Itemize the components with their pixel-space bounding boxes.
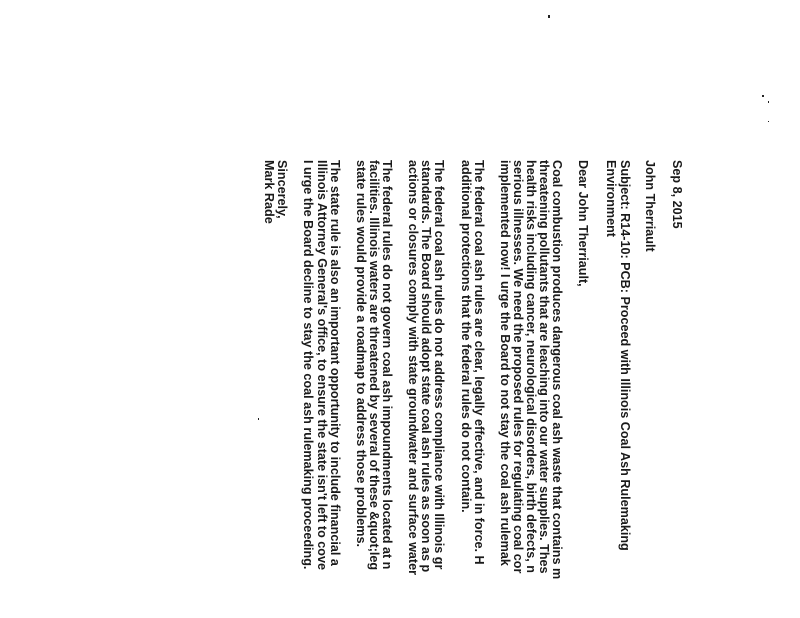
paragraph6-line: I urge the Board decline to stay the coal ash rulemaking proceeding.: [301, 160, 315, 570]
paragraph4-line: facilities. Illinois waters are threatened by several of these &quot;leg: [367, 160, 381, 571]
signature: Mark Rade: [262, 160, 276, 224]
paragraph1-line: implemented now! I urge the Board to not stay the coal ash rulemak: [498, 160, 512, 566]
recipient: John Therriault: [643, 160, 657, 252]
paragraph3-line: standards. The Board should adopt state coal ash rules as soon as p: [419, 160, 433, 573]
paragraph1-line: threatening pollutants that are leaching into our water supplies. Thes: [537, 160, 551, 574]
salutation: Dear John Therriault,: [576, 160, 590, 287]
paragraph2-line: additional protections that the federal rules do not contain.: [459, 160, 473, 513]
scan-speck: [768, 121, 769, 122]
scan-speck: [762, 95, 764, 97]
paragraph5-line: Illinois Attorney General's office, to ensure the state isn't left to cove: [315, 160, 329, 571]
paragraph3-line: The federal coal ash rules do not address compliance with Illinois gr: [432, 160, 446, 570]
paragraph5-line: The state rule is also an important opportunity to include financial a: [328, 160, 342, 566]
paragraph1-line: serious illnesses. We need the proposed rules for regulating coal cor: [511, 160, 525, 574]
paragraph4-line: state rules would provide a roadmap to address those problems.: [354, 160, 368, 547]
subject-line-2: Environment: [604, 160, 618, 237]
subject-line-1: Subject: R14-10: PCB: Proceed with Illinois Coal Ash Rulemaking: [618, 160, 632, 551]
paragraph2-line: The federal coal ash rules are clear, legally effective, and in force. H: [472, 160, 486, 565]
scan-speck: [548, 15, 550, 18]
paragraph4-line: The federal rules do not govern coal ash impoundments located at n: [380, 160, 394, 570]
paragraph1-line: health risks including cancer, neurological disorders, birth defects, n: [524, 160, 538, 573]
date: Sep 8, 2015: [670, 160, 684, 229]
scan-speck: [258, 418, 259, 420]
scan-speck: [768, 101, 769, 103]
paragraph1-line: Coal combustion produces dangerous coal ash waste that contains m: [550, 160, 564, 580]
closing: Sincerely,: [275, 160, 289, 219]
paragraph3-line: actions or closures comply with state groundwater and surface water: [406, 160, 420, 576]
